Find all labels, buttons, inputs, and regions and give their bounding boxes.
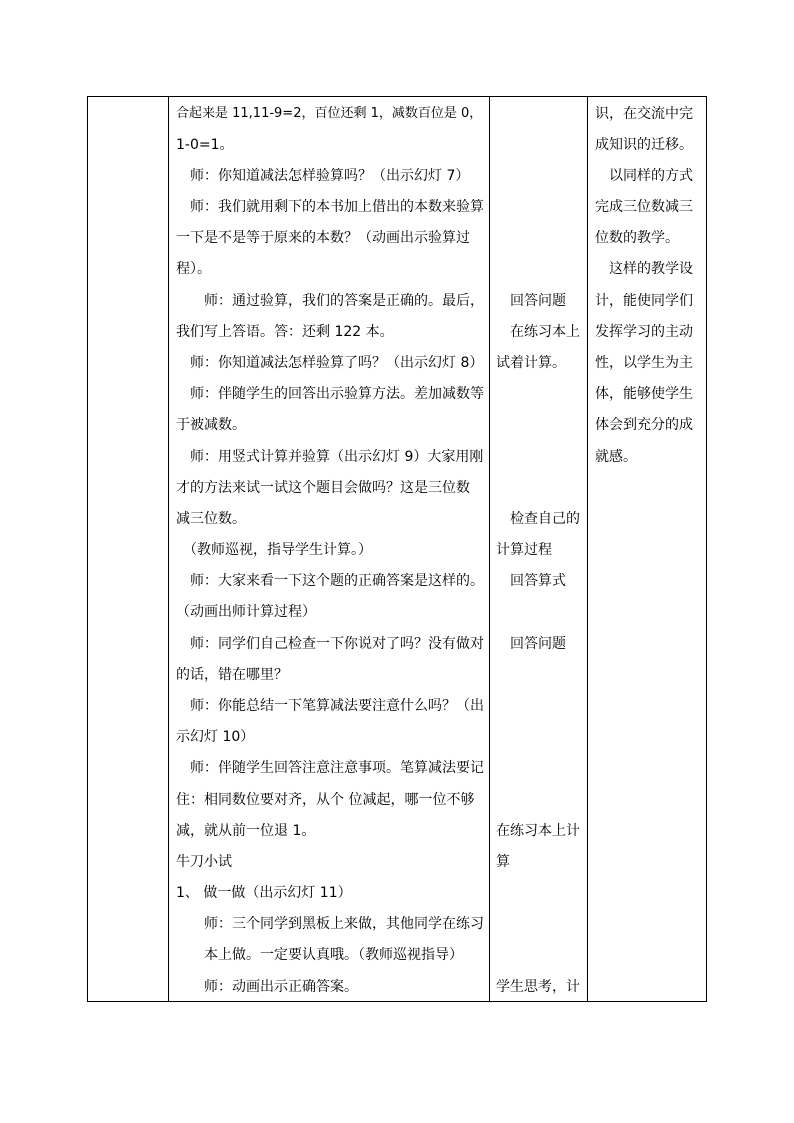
lesson-plan-table [87, 96, 707, 1002]
teacher-line: 我们写上答语。答：还剩 122 本。 [176, 324, 394, 340]
student-line: 算 [496, 854, 510, 870]
student-line: 试着计算。 [496, 355, 566, 371]
teacher-line: 住：相同数位要对齐，从个 位减起，哪一位不够 [176, 792, 475, 808]
teacher-line: 师：我们就用剩下的本书加上借出的本数来验算 [176, 199, 484, 215]
teacher-line: 1、 做一做（出示幻灯 11） [176, 885, 352, 901]
teacher-line: 师：三个同学到黑板上来做，其他同学在练习 [176, 916, 484, 932]
intent-line: 这样的教学设 [595, 261, 693, 277]
student-line: 在练习本上计 [496, 823, 580, 839]
teacher-line: （教师巡视，指导学生计算。） [176, 542, 372, 558]
student-line: 在练习本上 [496, 324, 580, 340]
teacher-line: 才的方法来试一试这个题目会做吗？这是三位数 [176, 480, 470, 496]
intent-line: 发挥学习的主动 [595, 324, 693, 340]
teacher-line: 师：伴随学生的回答出示验算方法。差加减数等 [176, 386, 484, 402]
teacher-line: 师：伴随学生回答注意注意事项。笔算减法要记 [176, 760, 484, 776]
intent-line: 识，在交流中完 [595, 106, 693, 122]
teacher-line: 合起来是 11,11-9=2，百位还剩 1，减数百位是 0， [176, 106, 483, 121]
intent-line: 体会到充分的成 [595, 417, 693, 433]
student-line: 计算过程 [496, 542, 552, 558]
teacher-line: 示幻灯 10） [176, 729, 255, 745]
intent-line: 就感。 [595, 449, 637, 465]
design-intent-column [588, 97, 707, 1001]
teacher-line: （动画出师计算过程） [176, 604, 316, 620]
intent-line: 成知识的迁移。 [595, 137, 693, 153]
teacher-line: 减三位数。 [176, 511, 246, 527]
teacher-line: 师：用竖式计算并验算（出示幻灯 9）大家用刚 [176, 449, 484, 465]
teacher-line: 一下是不是等于原来的本数？（动画出示验算过 [176, 230, 470, 246]
teacher-line: 牛刀小试 [176, 854, 232, 870]
teacher-line: 程）。 [176, 261, 211, 277]
student-line: 回答算式 [496, 573, 566, 589]
intent-line: 完成三位数减三 [595, 199, 693, 215]
teacher-line: 1-0=1。 [176, 137, 234, 153]
teacher-line: 师：你知道减法怎样验算吗？（出示幻灯 7） [176, 168, 470, 184]
teacher-line: 师：同学们自己检查一下你说对了吗？没有做对 [176, 636, 484, 652]
teacher-line: 于被减数。 [176, 417, 246, 433]
teacher-activity-column [169, 97, 489, 1001]
teacher-line: 的话，错在哪里？ [176, 667, 288, 683]
teacher-line: 师：大家来看一下这个题的正确答案是这样的。 [176, 573, 484, 589]
teacher-line: 师：你能总结一下笔算减法要注意什么吗？（出 [176, 698, 484, 714]
teacher-line: 减，就从前一位退 1。 [176, 823, 316, 839]
intent-line: 以同样的方式 [595, 168, 693, 184]
intent-line: 体，能够使学生 [595, 386, 693, 402]
intent-line: 位数的教学。 [595, 230, 679, 246]
student-line: 学生思考，计 [496, 979, 580, 995]
teacher-line: 师：你知道减法怎样验算了吗？（出示幻灯 8） [176, 355, 484, 371]
intent-line: 性，以学生为主 [595, 355, 693, 371]
student-line: 回答问题 [496, 636, 566, 652]
student-activity-column [490, 97, 587, 1001]
teacher-line: 本上做。一定要认真哦。（教师巡视指导） [176, 947, 463, 963]
stage-column [88, 97, 168, 1001]
intent-line: 计，能使同学们 [595, 293, 693, 309]
teacher-line: 师：动画出示正确答案。 [176, 979, 358, 995]
teacher-line: 师：通过验算，我们的答案是正确的。最后， [176, 293, 484, 309]
student-line: 检查自己的 [496, 511, 580, 527]
student-line: 回答问题 [496, 293, 566, 309]
